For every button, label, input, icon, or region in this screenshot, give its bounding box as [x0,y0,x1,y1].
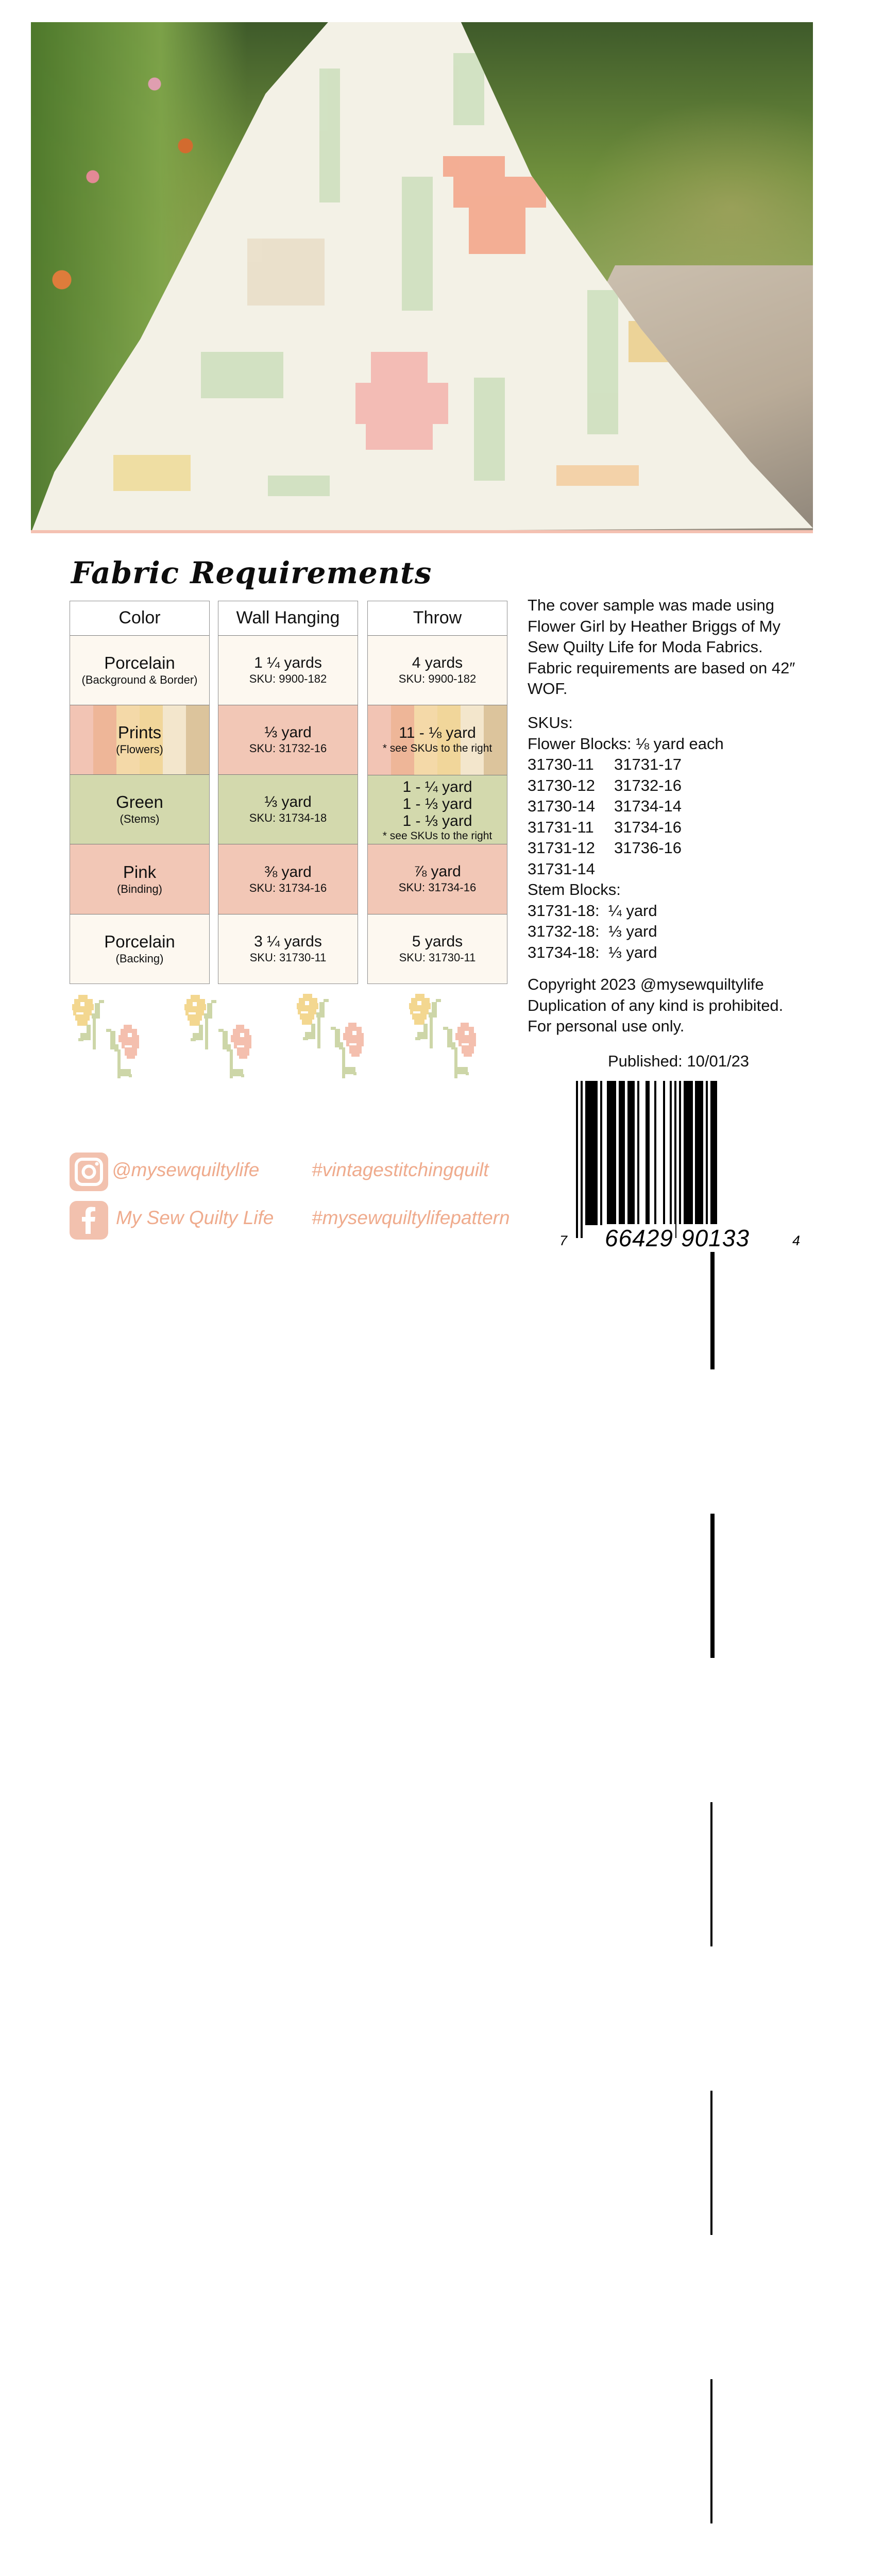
quantity: 1 ¼ yards [254,654,322,671]
throw-cell-porcelain [368,635,507,705]
wall-cell-green [218,774,358,844]
sku-item: 31730-12 [528,776,596,794]
color-cell-green [70,774,209,844]
sku-item: 31731-11 [528,818,594,836]
stem-sku-item: 31731-18: ¼ yard [528,901,657,920]
text-line: Fabric requirements are based on 42″ [528,658,795,677]
stem-sku-item: 31734-18: ⅓ yard [528,943,657,961]
see-skus-note: * see SKUs to the right [382,742,493,755]
color-note: (Stems) [120,812,160,826]
header-throw: Throw [368,601,507,635]
sku-item: 31731-12 [528,839,596,857]
quantity: 4 yards [412,654,463,671]
copyright-notice [528,974,783,1037]
sku-item [614,859,701,880]
text-line: Sew Quilty Life for Moda Fabrics. [528,638,763,656]
color-note: (Flowers) [116,743,163,756]
quantity: ⅞ yard [414,863,461,880]
color-column [70,601,210,984]
instagram-handle-link[interactable]: @mysewquiltylife [112,1159,260,1180]
color-note: (Binding) [116,882,163,895]
page-title: Fabric Requirements [71,555,432,590]
hashtag-mysewquiltylifepattern: #mysewquiltylifepattern [312,1207,510,1228]
barcode-digit-last: 4 [792,1233,801,1248]
quantity: 3 ¼ yards [254,933,322,950]
color-note: (Backing) [115,952,164,965]
facebook-icon[interactable] [70,1201,108,1240]
sku: SKU: 31730-11 [399,951,476,964]
barcode-bars [576,1081,782,1235]
sku-item: 31734-14 [614,797,682,815]
quilt-photo [31,22,813,533]
pixel-flower-border [71,992,516,1078]
color-name: Green [116,792,163,812]
color-name: Prints [117,723,162,742]
see-skus-note: * see SKUs to the right [382,830,493,842]
wall-cell-pink [218,844,358,913]
sku-item: 31731-14 [528,859,596,878]
color-note: (Background & Border) [81,673,198,686]
barcode-digit-first: 7 [559,1233,568,1248]
instagram-icon[interactable] [70,1153,108,1191]
cover-sample-description [528,595,816,700]
throw-cell-pink [368,844,507,913]
hashtag-vintagestitchingquilt: #vintagestitchingquilt [312,1159,489,1180]
sku-item: 31732-16 [614,776,682,794]
text-line: For personal use only. [528,1017,685,1035]
throw-cell-prints [368,705,507,774]
wall-hanging-column [218,601,358,984]
upc-barcode [559,1081,802,1251]
quantity: ⅜ yard [264,863,312,880]
quantity: 11 - ⅛ yard [399,724,476,742]
sku-item: 31736-16 [614,839,682,857]
sku-list [528,713,724,963]
wall-cell-prints [218,705,358,774]
skus-heading: SKUs: [528,714,573,732]
text-line: Flower Girl by Heather Briggs of My [528,617,780,635]
text-line: Duplication of any kind is prohibited. [528,996,784,1014]
wall-cell-backing [218,914,358,984]
quantity: 1 - ¼ yard [402,778,472,796]
color-cell-pink [70,844,209,913]
barcode-digits-left: 66429 [603,1224,675,1252]
text-line: WOF. [528,680,568,698]
sku-item: 31730-11 [528,755,594,773]
color-name: Porcelain [104,653,175,672]
sku: SKU: 9900-182 [398,672,477,685]
wall-cell-porcelain [218,635,358,705]
sku-item: 31730-14 [528,797,596,815]
header-color: Color [70,601,209,635]
sku: SKU: 31734-16 [398,881,477,894]
color-name: Pink [123,862,157,882]
sku: SKU: 31734-16 [249,881,327,894]
throw-cell-green [368,775,507,844]
sku: SKU: 31734-18 [249,811,327,825]
sku-item: 31734-16 [614,818,682,836]
sku: SKU: 9900-182 [249,672,327,685]
text-line: The cover sample was made using [528,596,775,614]
sku: SKU: 31730-11 [249,951,327,964]
sku: SKU: 31732-16 [249,742,327,755]
stem-blocks-label: Stem Blocks: [528,880,621,899]
color-cell-backing [70,914,209,984]
quilt-binding [31,530,813,533]
stem-sku-item: 31732-18: ⅓ yard [528,922,657,940]
facebook-page-link[interactable]: My Sew Quilty Life [116,1207,274,1228]
text-line: Copyright 2023 @mysewquiltylife [528,975,764,993]
quantity: 1 - ⅓ yard [402,795,472,813]
color-name: Porcelain [104,931,175,951]
header-wall-hanging: Wall Hanging [218,601,358,635]
throw-cell-backing [368,914,507,984]
flower-blocks-label: Flower Blocks: ⅛ yard each [528,734,724,753]
flower-sku-grid [528,754,724,879]
barcode-digits-right: 90133 [679,1224,752,1252]
quantity: 5 yards [412,933,463,950]
color-cell-porcelain [70,635,209,705]
quantity: 1 - ⅓ yard [402,812,472,830]
quantity: ⅓ yard [264,793,312,811]
throw-column [367,601,507,984]
published-date: Published: 10/01/23 [608,1052,750,1070]
quantity: ⅓ yard [264,724,312,741]
color-cell-prints [70,705,209,774]
sku-item: 31731-17 [614,755,682,773]
